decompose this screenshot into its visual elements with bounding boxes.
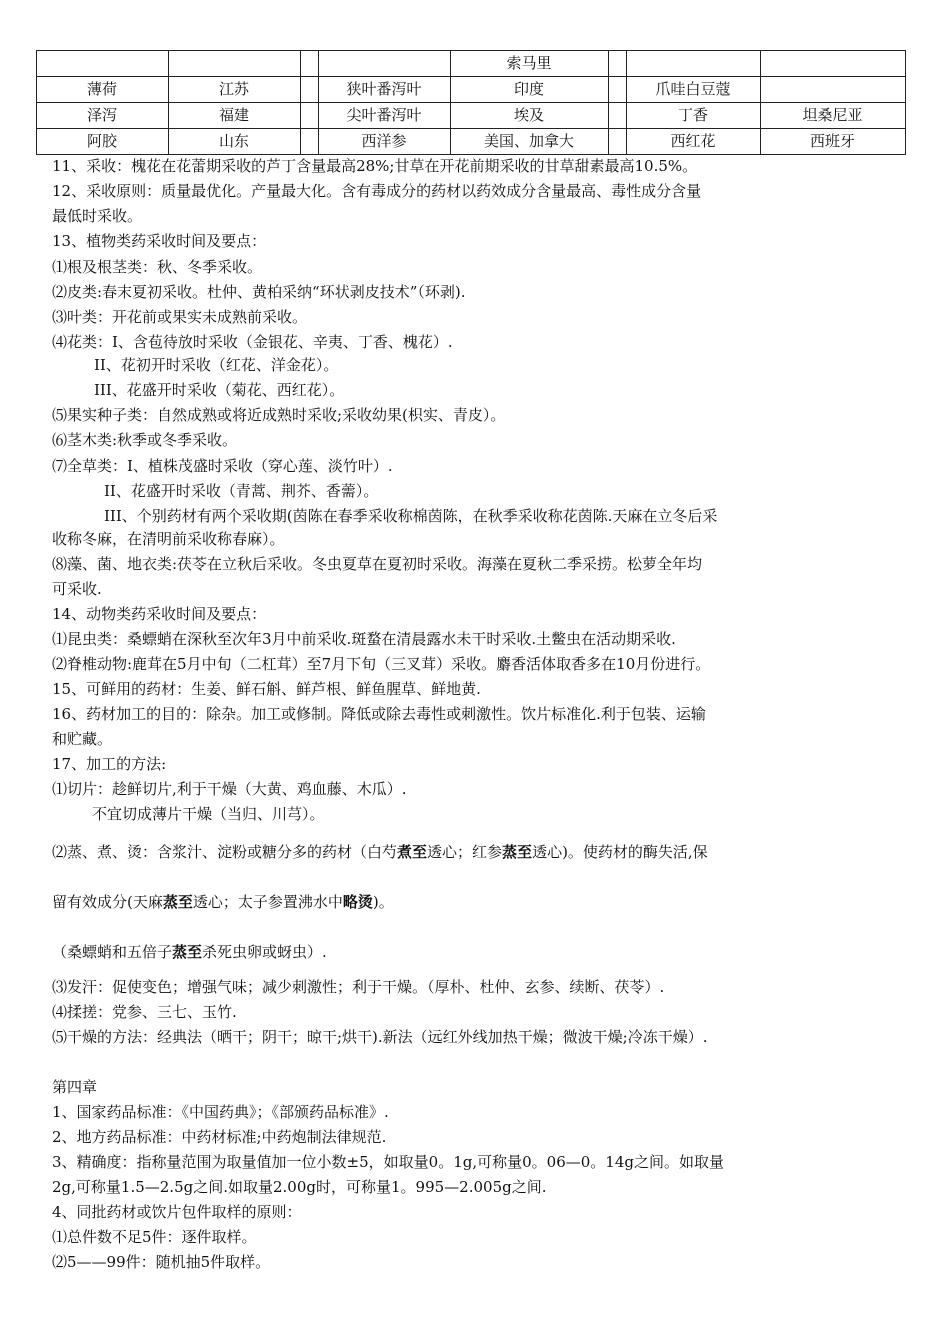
text-line: 和贮藏。 (52, 730, 113, 748)
text-line: ⑴总件数不足5件：逐件取样。 (52, 1228, 257, 1246)
rich-text-line (52, 843, 708, 861)
text-line: ⑵5——99件：随机抽5件取样。 (52, 1253, 271, 1271)
text-line: ⑵脊椎动物:鹿茸在5月中旬（二杠茸）至7月下旬（三叉茸）采收。麝香活体取香多在10月份进行。 (52, 655, 711, 673)
text-segment: )。 (372, 893, 394, 911)
bold-term: 蒸至 (172, 943, 203, 961)
table-cell: 阿胶 (86, 132, 117, 150)
table-cell: 印度 (513, 80, 544, 98)
table-cell: 坦桑尼亚 (802, 106, 863, 124)
text-segment: （桑螵蛸和五倍子 (52, 943, 173, 961)
table-border (36, 154, 906, 155)
origin-table (36, 50, 906, 154)
text-line: ⑴切片：趁鲜切片,利于干燥（大黄、鸡血藤、木瓜）. (52, 780, 407, 798)
text-segment: 留有效成分(天麻 (52, 893, 163, 911)
table-cell: 西洋参 (361, 132, 407, 150)
table-cell: 爪哇白豆蔻 (655, 80, 731, 98)
table-cell: 埃及 (513, 106, 544, 124)
bold-term: 煮至 (397, 843, 428, 861)
text-line: 1、国家药品标准：《中国药典》；《部颁药品标准》. (52, 1103, 389, 1121)
section-heading: 14、动物类药采收时间及要点： (52, 605, 267, 623)
text-line: ⑻藻、菌、地衣类:茯苓在立秋后采收。冬虫夏草在夏初时采收。海藻在夏秋二季采捞。松萝全年均 (52, 555, 703, 573)
bold-term: 略烫 (342, 893, 373, 911)
text-segment: 透心)。使药材的酶失活,保 (532, 843, 708, 861)
text-line: ⑶叶类：开花前或果实未成熟前采收。 (52, 308, 308, 326)
text-segment: 透心；太子参置沸水中 (192, 893, 343, 911)
text-line: 最低时采收。 (52, 207, 143, 225)
text-line: II、花盛开时采收（青蒿、荆芥、香薷）。 (104, 482, 379, 500)
chapter-title: 第四章 (52, 1078, 98, 1096)
text-line: 15、可鲜用的药材：生姜、鲜石斛、鲜芦根、鲜鱼腥草、鲜地黄. (52, 680, 481, 698)
text-line: ⑸果实种子类：自然成熟或将近成熟时采收;采收幼果(枳实、青皮）。 (52, 406, 506, 424)
text-line: ⑴昆虫类：桑螵蛸在深秋至次年3月中前采收.斑蝥在清晨露水未干时采收.土鳖虫在活动期采收. (52, 630, 676, 648)
text-line: 2g,可称量1.5—2.5g之间.如取量2.00g时，可称量1。995—2.005g之间. (52, 1178, 547, 1196)
table-cell: 西红花 (670, 132, 716, 150)
bold-term: 蒸至 (502, 843, 533, 861)
text-line: 4、同批药材或饮片包件取样的原则： (52, 1203, 302, 1221)
text-line: 12、采收原则：质量最优化。产量最大化。含有毒成分的药材以药效成分含量最高、毒性成分含量 (52, 182, 702, 200)
rich-text-line (52, 893, 394, 911)
text-line: 可采收. (52, 580, 102, 598)
section-heading: 13、植物类药采收时间及要点： (52, 232, 267, 250)
table-cell: 西班牙 (809, 132, 855, 150)
text-segment: ⑵蒸、煮、烫：含浆汁、淀粉或糖分多的药材（白芍 (52, 843, 398, 861)
text-segment: 透心；红参 (427, 843, 503, 861)
text-line: ⑷花类：I、含苞待放时采收（金银花、辛夷、丁香、槐花）. (52, 333, 453, 351)
text-line: II、花初开时采收（红花、洋金花）。 (94, 356, 339, 374)
text-line: 11、采收：槐花在花蕾期采收的芦丁含量最高28%;甘草在开花前期采收的甘草甜素最高10.5%。 (52, 157, 698, 175)
text-line: 不宜切成薄片干燥（当归、川芎）。 (92, 805, 325, 823)
table-border (905, 50, 906, 154)
table-cell: 山东 (218, 132, 249, 150)
table-cell: 薄荷 (86, 80, 117, 98)
table-cell: 泽泻 (86, 106, 117, 124)
section-heading: 17、加工的方法: (52, 755, 167, 773)
text-line: 16、药材加工的目的：除杂。加工或修制。降低或除去毒性或刺激性。饮片标准化.利于包装、运输 (52, 705, 706, 723)
table-cell: 美国、加拿大 (483, 132, 574, 150)
text-line: ⑹茎木类:秋季或冬季采收。 (52, 431, 238, 449)
text-line: ⑵皮类:春末夏初采收。杜仲、黄柏采纳“环状剥皮技术”（环剥). (52, 283, 466, 301)
text-line: ⑶发汗：促使变色；增强气味；减少刺激性；利于干燥。（厚朴、杜仲、玄参、续断、茯苓）. (52, 978, 665, 996)
text-line: 3、精确度：指称量范围为取量值加一位小数±5，如取量0。1g,可称量0。06—0。14g之间。如取量 (52, 1153, 724, 1171)
table-border (608, 50, 609, 154)
text-line: 2、地方药品标准：中药材标准;中药炮制法律规范. (52, 1128, 387, 1146)
text-line: 收称冬麻，在清明前采收称春麻）。 (52, 530, 285, 548)
rich-text-line (52, 943, 327, 961)
table-cell: 尖叶番泻叶 (346, 106, 422, 124)
text-line: ⑸干燥的方法：经典法（晒干；阴干；晾干;烘干).新法（远红外线加热干燥；微波干燥;冷冻干燥）. (52, 1028, 708, 1046)
table-cell: 江苏 (218, 80, 249, 98)
text-line: ⑴根及根茎类：秋、冬季采收。 (52, 258, 263, 276)
table-cell: 福建 (218, 106, 249, 124)
text-segment: 杀死虫卵或蚜虫）. (202, 943, 327, 961)
bold-term: 蒸至 (162, 893, 193, 911)
text-line: ⑷揉搓：党参、三七、玉竹. (52, 1003, 237, 1021)
table-cell: 狭叶番泻叶 (346, 80, 422, 98)
table-border (300, 50, 301, 154)
text-line: ⑺全草类：I、植株茂盛时采收（穿心莲、淡竹叶）. (52, 457, 393, 475)
table-cell: 索马里 (506, 54, 552, 72)
table-cell: 丁香 (677, 106, 708, 124)
text-line: III、花盛开时采收（菊花、西红花）。 (94, 381, 345, 399)
text-line: III、个别药材有两个采收期(茵陈在春季采收称棉茵陈，在秋季采收称花茵陈.天麻在立冬后采 (104, 507, 718, 525)
